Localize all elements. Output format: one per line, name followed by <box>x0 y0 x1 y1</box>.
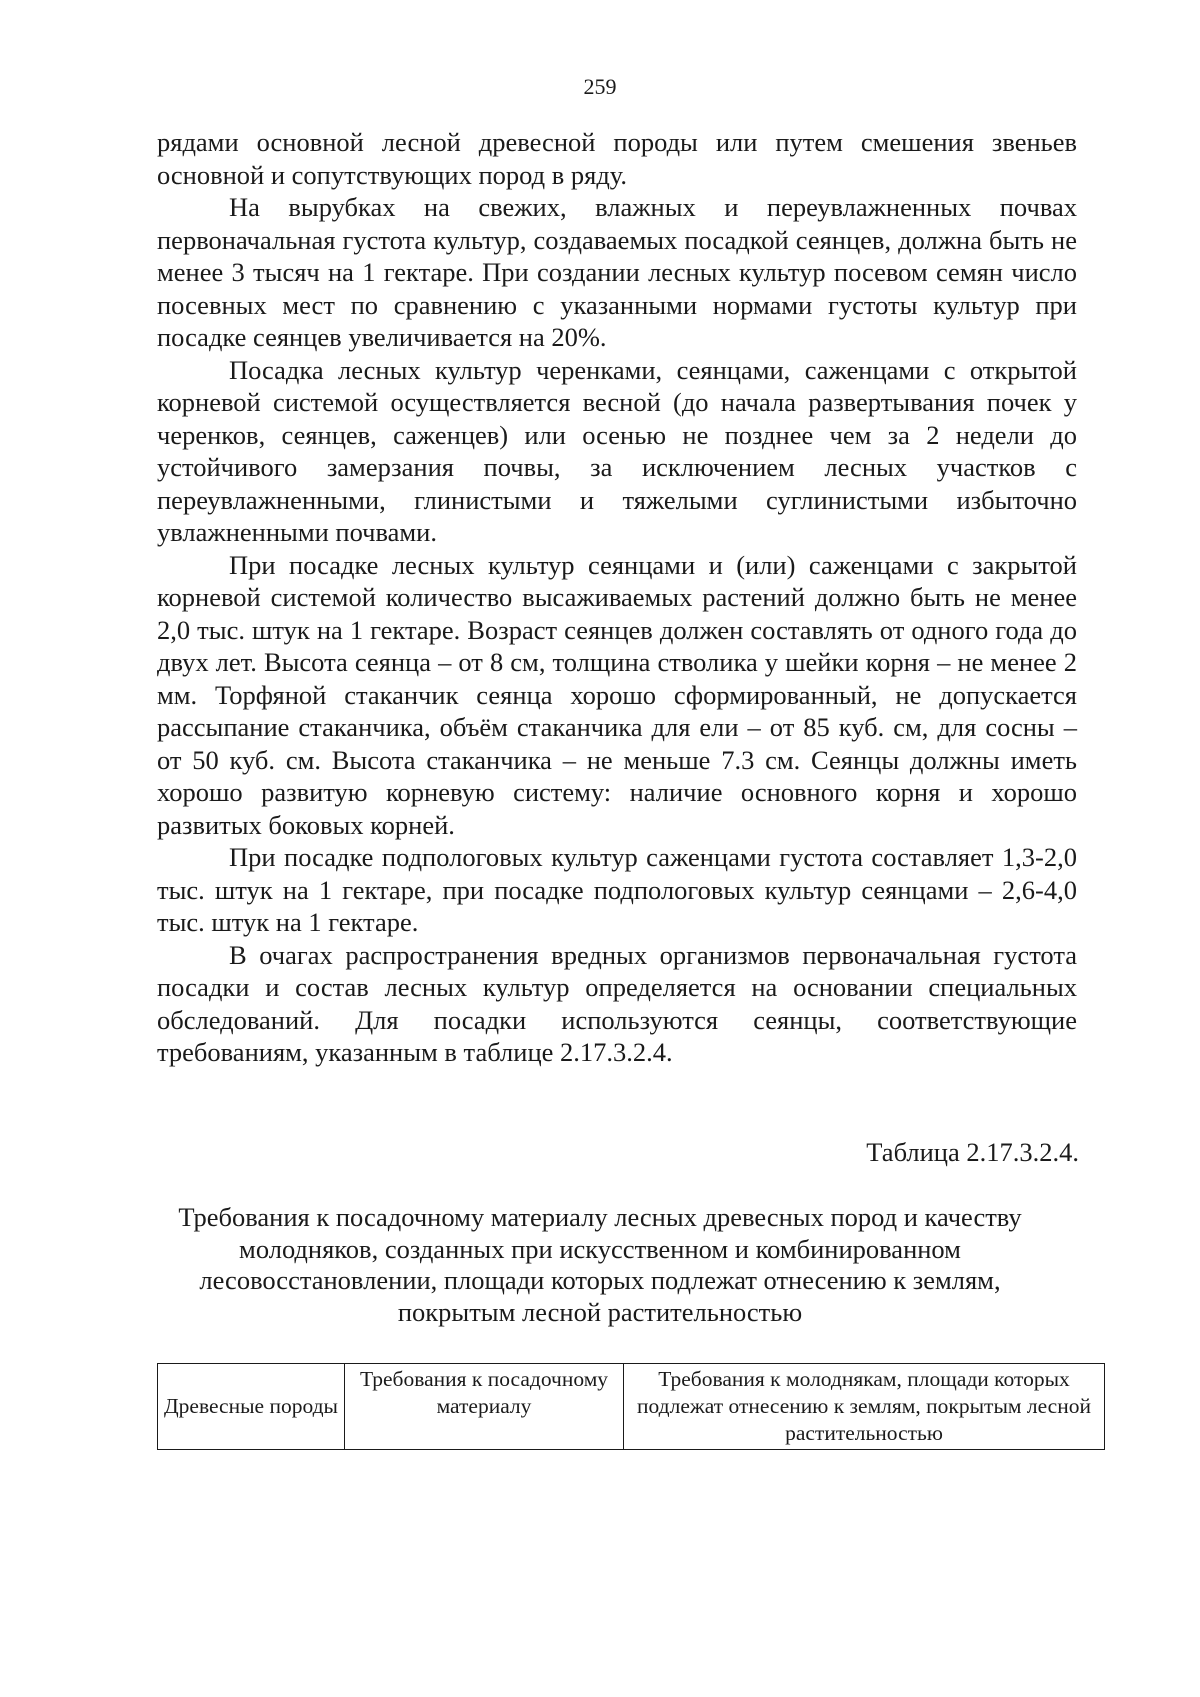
page-number: 259 <box>583 74 617 99</box>
header-tree-species: Древесные породы <box>158 1364 345 1450</box>
paragraph-closed-root-planting: При посадке лесных культур сеянцами и (или) саженцами с закрытой корневой системой количество высаживаемых растений должно быть не менее 2,0 тыс. штук на 1 гектаре. Возраст сеянцев должен составлять от одного года до двух лет. Высота сеянца – от 8 см, толщина стволика у шейки корня – не менее 2 мм. Торфяной стаканчик сеянца хорошо сформированный, не допускается рассыпание стаканчика, объём стаканчика для ели – от 85 куб. см, для сосны – от 50 куб. см. Высота стаканчика – не меньше 7.3 см. Сеянцы должны иметь хорошо развитую корневую систему: наличие основного корня и хорошо развитых боковых корней. <box>157 549 1077 840</box>
paragraph-planting-density: На вырубках на свежих, влажных и переувлажненных почвах первоначальная густота культур, создаваемых посадкой сеянцев, должна быть не менее 3 тысяч на 1 гектаре. При создании лесных культур посевом семян число посевных мест по сравнению с указанными нормами густоты культур при посадке сеянцев увеличивается на 20%. <box>157 192 1077 352</box>
requirements-table <box>157 1363 1105 1450</box>
header-young-stands: Требования к молоднякам, площади которых подлежат отнесению к землям, покрытым лесной растительностью <box>624 1364 1105 1450</box>
table-label: Таблица 2.17.3.2.4. <box>866 1137 1079 1167</box>
paragraph-continuation: рядами основной лесной древесной породы или путем смешения звеньев основной и сопутствующих пород в ряду. <box>157 127 1077 190</box>
paragraph-underwood-planting: При посадке подпологовых культур саженцами густота составляет 1,3-2,0 тыс. штук на 1 гектаре, при посадке подпологовых культур сеянцами – 2,6-4,0 тыс. штук на 1 гектаре. <box>157 842 1077 937</box>
table-caption: Требования к посадочному материалу лесных древесных пород и качеству молодняков, созданных при искусственном и комбинированном лесовосстановлении, площади которых подлежат отнесению к землям, покрытым лесной растительностью <box>178 1202 1022 1327</box>
paragraph-pest-outbreak: В очагах распространения вредных организмов первоначальная густота посадки и состав лесных культур определяется на основании специальных обследований. Для посадки используются сеянцы, соответствующие требованиям, указанным в таблице 2.17.3.2.4. <box>157 939 1077 1067</box>
header-planting-material: Требования к посадочному материалу <box>345 1364 624 1450</box>
body-text <box>157 126 1077 1069</box>
table-header-row <box>158 1364 1105 1450</box>
paragraph-open-root-planting: Посадка лесных культур черенками, сеянцами, саженцами с открытой корневой системой осуществляется весной (до начала развертывания почек у черенков, сеянцев, саженцев) или осенью не позднее чем за 2 недели до устойчивого замерзания почвы, за исключением лесных участков с переувлажненными, глинистыми и тяжелыми суглинистыми избыточно увлажненными почвами. <box>157 354 1077 547</box>
